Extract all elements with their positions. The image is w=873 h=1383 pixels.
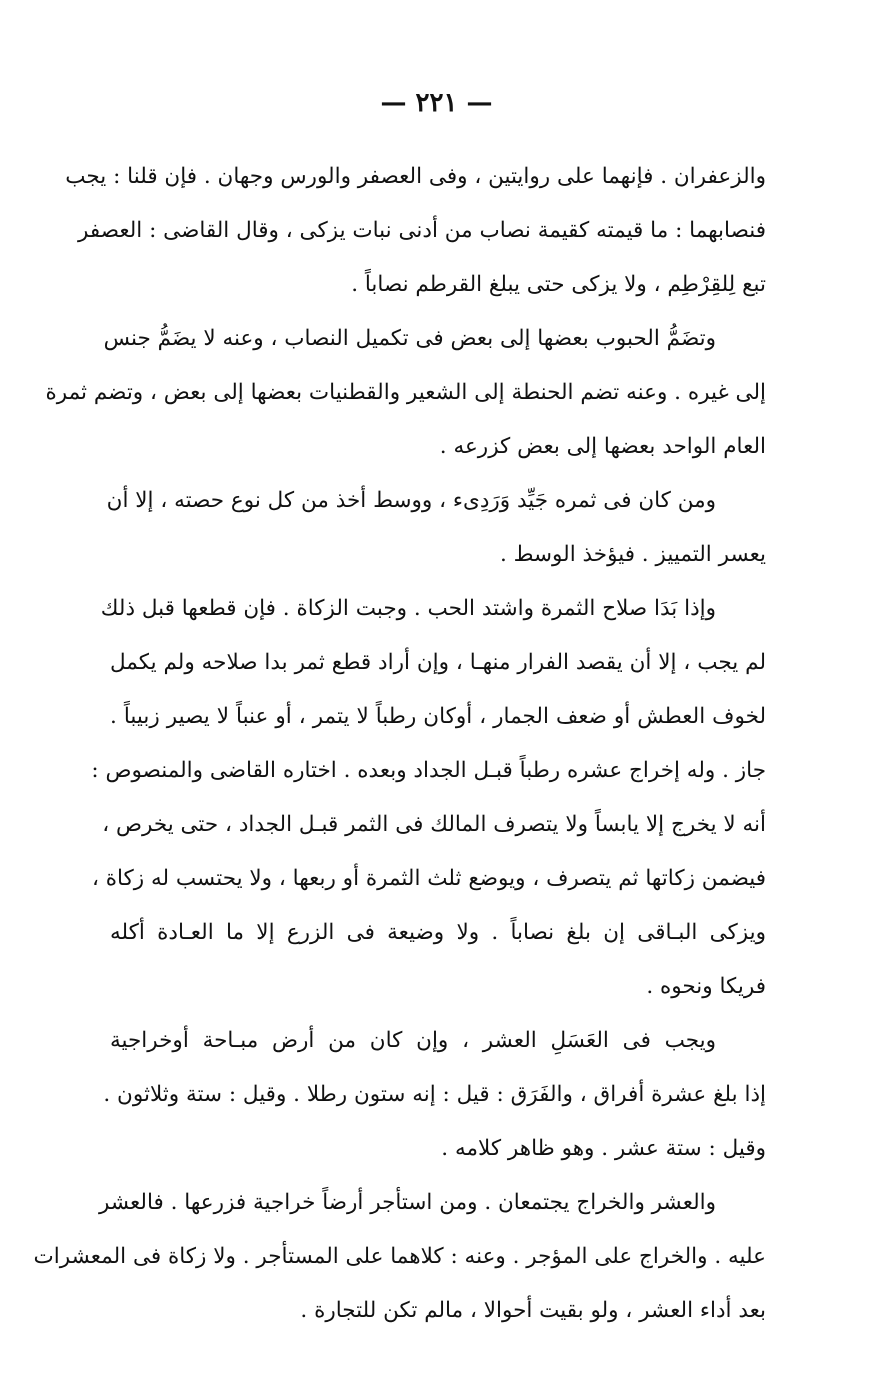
text-line: لم يجب ، إلا أن يقصد الفرار منهـا ، وإن أراد قطع ثمر بدا صلاحه ولم يكمل <box>110 650 766 675</box>
text-line: والزعفران . فإنهما على روايتين ، وفى العصفر والورس وجهان . فإن قلنا : يجب <box>65 164 766 189</box>
text-line: وقيل : ستة عشر . وهو ظاهر كلامه . <box>441 1136 766 1161</box>
text-line: فريكا ونحوه . <box>646 974 766 999</box>
body-text <box>33 150 766 1338</box>
page-number: — ٢٢١ — <box>380 88 493 118</box>
text-line: فيضمن زكاتها ثم يتصرف ، ويوضع ثلث الثمرة أو ربعها ، ولا يحتسب له زكاة ، <box>91 866 766 891</box>
text-line: عليه . والخراج على المؤجر . وعنه : كلاهما على المستأجر . ولا زكاة فى المعشرات <box>33 1244 766 1269</box>
text-line: والعشر والخراج يجتمعان . ومن استأجر أرضاً خراجية فزرعها . فالعشر <box>99 1190 716 1215</box>
paragraph-3 <box>106 474 766 582</box>
text-line: أنه لا يخرج إلا يابساً ولا يتصرف المالك فى الثمر قبـل الجداد ، حتى يخرص ، <box>102 812 766 837</box>
text-line: تبع لِلقِرْطِم ، ولا يزكى حتى يبلغ القرطم نصاباً . <box>351 272 766 297</box>
text-line: يعسر التمييز . فيؤخذ الوسط . <box>499 542 766 567</box>
paragraph-2 <box>45 312 766 474</box>
paragraph-5 <box>103 1014 766 1176</box>
text-line: بعد أداء العشر ، ولو بقيت أحوالا ، مالم تكن للتجارة . <box>300 1298 766 1323</box>
text-line: إلى غيره . وعنه تضم الحنطة إلى الشعير والقطنيات بعضها إلى بعض ، وتضم ثمرة <box>45 380 766 405</box>
text-line: ومن كان فى ثمره جَيِّد وَرَدِىء ، ووسط أخذ من كل نوع حصته ، إلا أن <box>106 488 716 513</box>
text-line: إذا بلغ عشرة أفراق ، والفَرَق : قيل : إنه ستون رطلا . وقيل : ستة وثلاثون . <box>103 1082 766 1107</box>
text-line: وإذا بَدَا صلاح الثمرة واشتد الحب . وجبت الزكاة . فإن قطعها قبل ذلك <box>100 596 716 621</box>
text-line: لخوف العطش أو ضعف الجمار ، أوكان رطباً لا يتمر ، أو عنباً لا يصير زبيباً . <box>110 704 766 729</box>
text-line: جاز . وله إخراج عشره رطباً قبـل الجداد وبعده . اختاره القاضى والمنصوص : <box>91 758 766 783</box>
paragraph-6 <box>33 1176 766 1338</box>
text-line: ويزكى البـاقى إن بلغ نصاباً . ولا وضيعة فى الزرع إلا ما العـادة أكله <box>110 920 766 945</box>
text-line: ويجب فى العَسَلِ العشر ، وإن كان من أرض مبـاحة أوخراجية <box>110 1028 716 1053</box>
paragraph-4 <box>91 582 766 1014</box>
text-line: وتضَمُّ الحبوب بعضها إلى بعض فى تكميل النصاب ، وعنه لا يضَمُّ جنس <box>103 326 716 351</box>
text-line: فنصابهما : ما قيمته كقيمة نصاب من أدنى نبات يزكى ، وقال القاضى : العصفر <box>77 218 766 243</box>
text-line: العام الواحد بعضها إلى بعض كزرعه . <box>439 434 766 459</box>
paragraph-1 <box>65 150 766 312</box>
